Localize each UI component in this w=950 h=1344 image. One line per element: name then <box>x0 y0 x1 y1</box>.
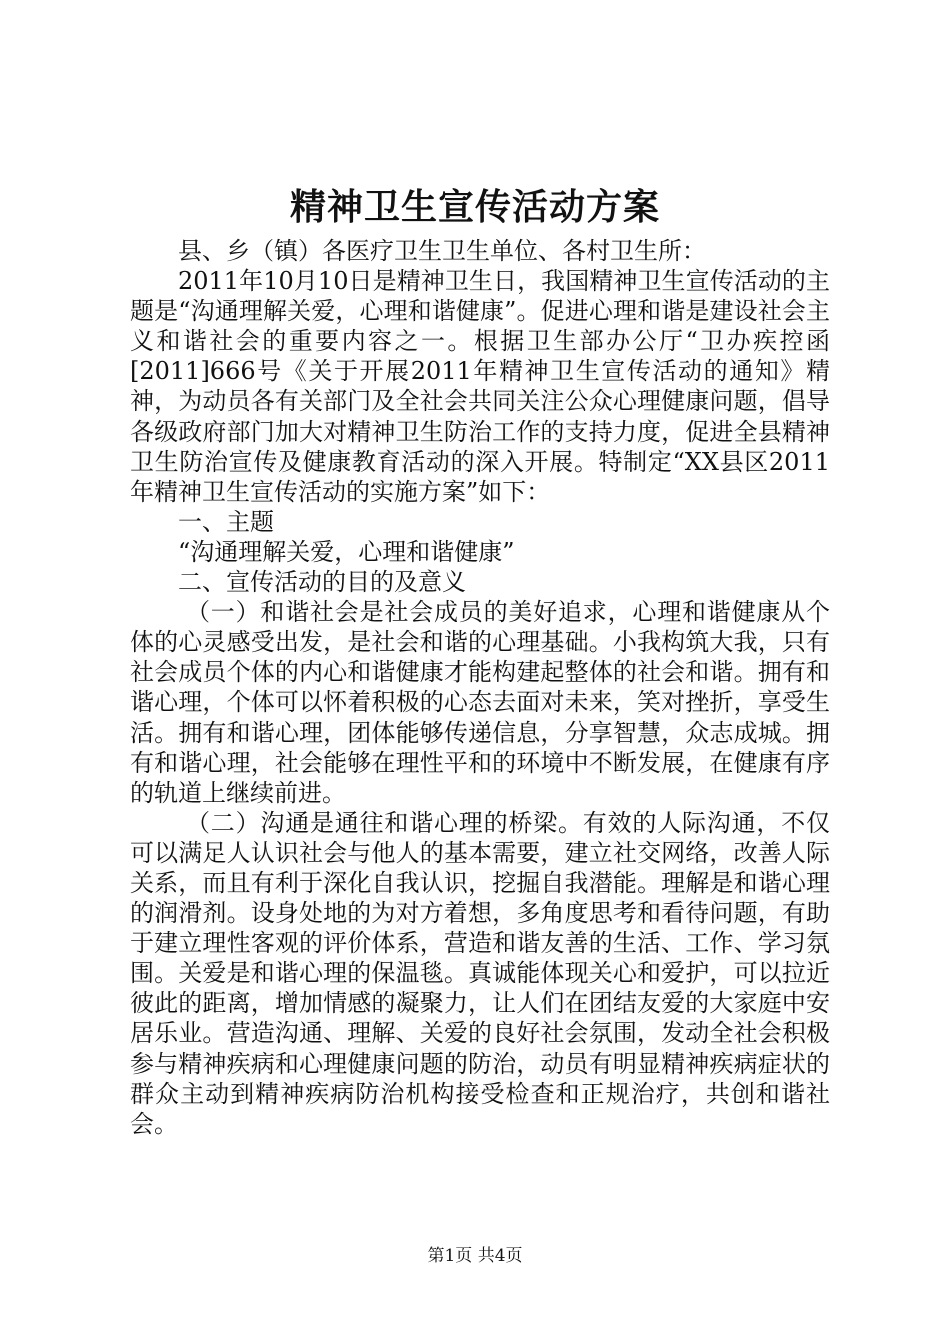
document-title: 精神卫生宣传活动方案 <box>289 186 660 228</box>
salutation-paragraph: 县、乡（镇）各医疗卫生卫生单位、各村卫生所： <box>178 237 706 265</box>
section-heading-theme: 一、主题 <box>178 507 274 536</box>
purpose-paragraph-1: （一）和谐社会是社会成员的美好追求，心理和谐健康从个体的心灵感受出发，是社会和谐的心理基础。小我构筑大我，只有社会成员个体的内心和谐健康才能构建起整体的社会和谐。拥有和谐心理，个体可以怀着积极的心态去面对未来，笑对挫折，享受生活。拥有和谐心理，团体能够传递信息，分享智慧，众志成城。拥有和谐心理，社会能够在理性平和的环境中不断发展，在健康有序的轨道上继续前进。 <box>130 598 830 807</box>
page-number-footer: 第1页 共4页 <box>427 1246 523 1266</box>
intro-paragraph: 2011年10月10日是精神卫生日，我国精神卫生宣传活动的主题是“沟通理解关爱，心理和谐健康”。促进心理和谐是建设社会主义和谐社会的重要内容之一。根据卫生部办公厅“卫办疾控函[2011]666号《关于开展2011年精神卫生宣传活动的通知》精神，为动员各有关部门及全社会共同关注公众心理健康问题，倡导各级政府部门加大对精神卫生防治工作的支持力度，促进全县精神卫生防治宣传及健康教育活动的深入开展。特制定“XX县区2011年精神卫生宣传活动的实施方案”如下： <box>130 267 830 506</box>
purpose-paragraph-2: （二）沟通是通往和谐心理的桥梁。有效的人际沟通，不仅可以满足人认识社会与他人的基本需要，建立社交网络，改善人际关系，而且有利于深化自我认识，挖掘自我潜能。理解是和谐心理的润滑剂。设身处地的为对方着想，多角度思考和看待问题，有助于建立理性客观的评价体系，营造和谐友善的生活、工作、学习氛围。关爱是和谐心理的保温毯。真诚能体现关心和爱护，可以拉近彼此的距离，增加情感的凝聚力，让人们在团结友爱的大家庭中安居乐业。营造沟通、理解、关爱的良好社会氛围，发动全社会积极参与精神疾病和心理健康问题的防治，动员有明显精神疾病症状的群众主动到精神疾病防治机构接受检查和正规治疗，共创和谐社会。 <box>130 808 830 1138</box>
theme-slogan: “沟通理解关爱，心理和谐健康” <box>178 537 515 566</box>
section-heading-purpose: 二、宣传活动的目的及意义 <box>178 568 466 597</box>
document-body <box>130 236 830 1139</box>
